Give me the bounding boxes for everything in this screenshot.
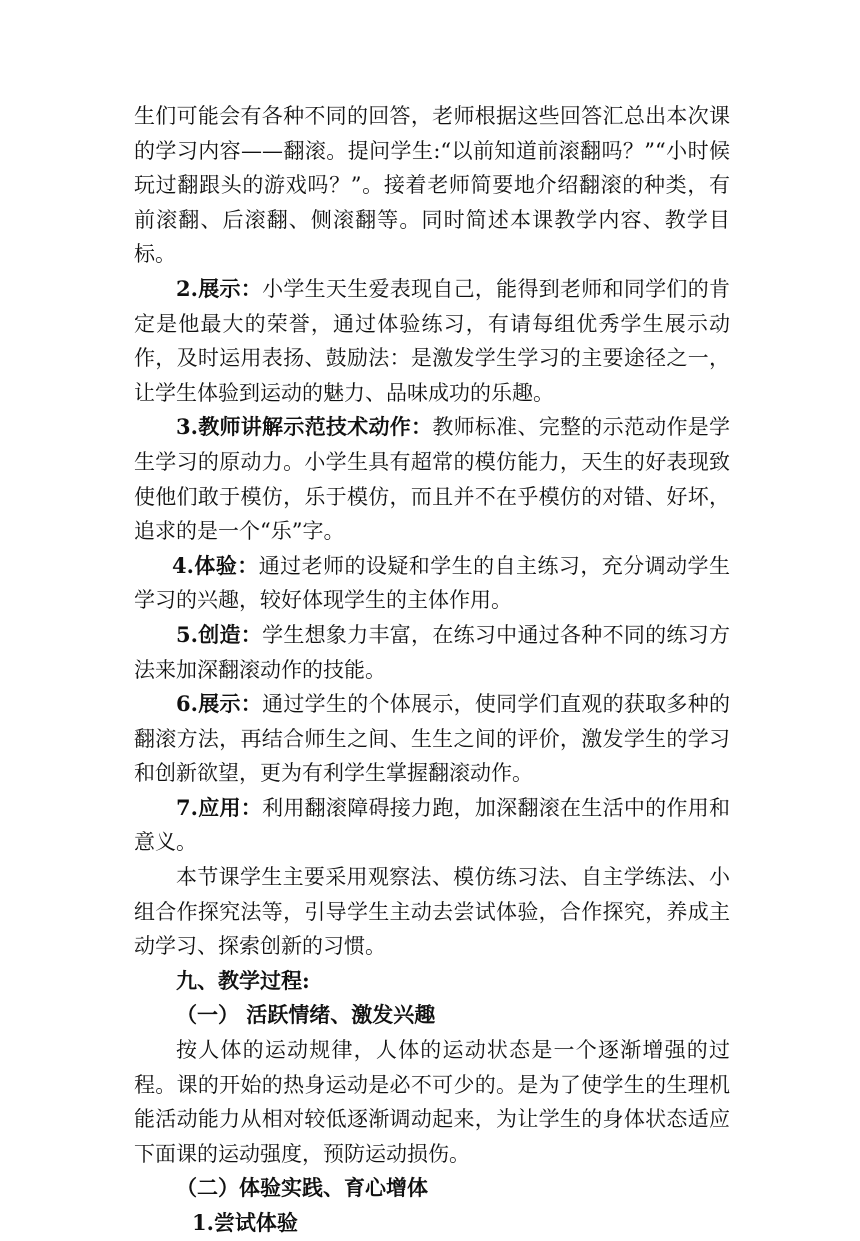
- item-7-text: 利用翻滚障碍接力跑，加深翻滚在生活中的作用和意义。: [134, 795, 730, 855]
- paragraph-item-7: [134, 791, 730, 860]
- document-body: [134, 99, 730, 1241]
- paragraph-item-5: [134, 618, 730, 687]
- paragraph-item-3: [134, 410, 730, 548]
- item-7-heading: 7.应用：: [176, 794, 263, 820]
- paragraph-intro: 生们可能会有各种不同的回答，老师根据这些回答汇总出本次课的学习内容——翻滚。提问学生:“以前知道前滚翻吗？”“小时候玩过翻跟头的游戏吗？”。接着老师简要地介绍翻滚的种类，有前滚翻、后滚翻、侧滚翻等。同时简述本课教学内容、教学目标。: [134, 104, 730, 267]
- paragraph-warmup: 按人体的运动规律，人体的运动状态是一个逐渐增强的过程。课的开始的热身运动是必不可少的。是为了使学生的生理机能活动能力从相对较低逐渐调动起来，为让学生的身体状态适应下面课的运动强度，预防运动损伤。: [134, 1038, 730, 1166]
- item-3-heading: 3.教师讲解示范技术动作：: [176, 414, 433, 440]
- subsection-heading-2: （二）体验实践、育心增体: [176, 1175, 428, 1201]
- subsection-heading-1: （一） 活跃情绪、激发兴趣: [176, 1002, 436, 1028]
- paragraph-item-2: [134, 272, 730, 410]
- section-heading-9: 九、教学过程:: [176, 967, 310, 993]
- paragraph-item-4: [134, 549, 730, 618]
- paragraph-methods: 本节课学生主要采用观察法、模仿练习法、自主学练法、小组合作探究法等，引导学生主动去尝试体验，合作探究，养成主动学习、探索创新的习惯。: [134, 865, 730, 959]
- item-4-text: 通过老师的设疑和学生的自主练习，充分调动学生学习的兴趣，较好体现学生的主体作用。: [134, 553, 730, 613]
- item-4-heading: 4.体验：: [172, 552, 259, 578]
- item-6-heading: 6.展示：: [176, 691, 263, 717]
- subsection-item-1: 1.尝试体验: [192, 1210, 298, 1235]
- paragraph-item-6: [134, 687, 730, 791]
- item-3-text: 教师标准、完整的示范动作是学生学习的原动力。小学生具有超常的模仿能力，天生的好表现致使他们敢于模仿，乐于模仿，而且并不在乎模仿的对错、好坏，追求的是一个“乐”字。: [134, 415, 731, 544]
- item-2-text: 小学生天生爱表现自己，能得到老师和同学们的肯定是他最大的荣誉，通过体验练习，有请每组优秀学生展示动作，及时运用表扬、鼓励法：是激发学生学习的主要途径之一，让学生体验到运动的魅力、品味成功的乐趣。: [134, 276, 730, 405]
- item-6-text: 通过学生的个体展示，使同学们直观的获取多种的翻滚方法，再结合师生之间、生生之间的评价，激发学生的学习和创新欲望，更为有利学生掌握翻滚动作。: [134, 692, 730, 786]
- item-2-heading: 2.展示：: [176, 275, 263, 301]
- item-5-heading: 5.创造：: [176, 621, 263, 647]
- item-5-text: 学生想象力丰富，在练习中通过各种不同的练习方法来加深翻滚动作的技能。: [134, 622, 730, 682]
